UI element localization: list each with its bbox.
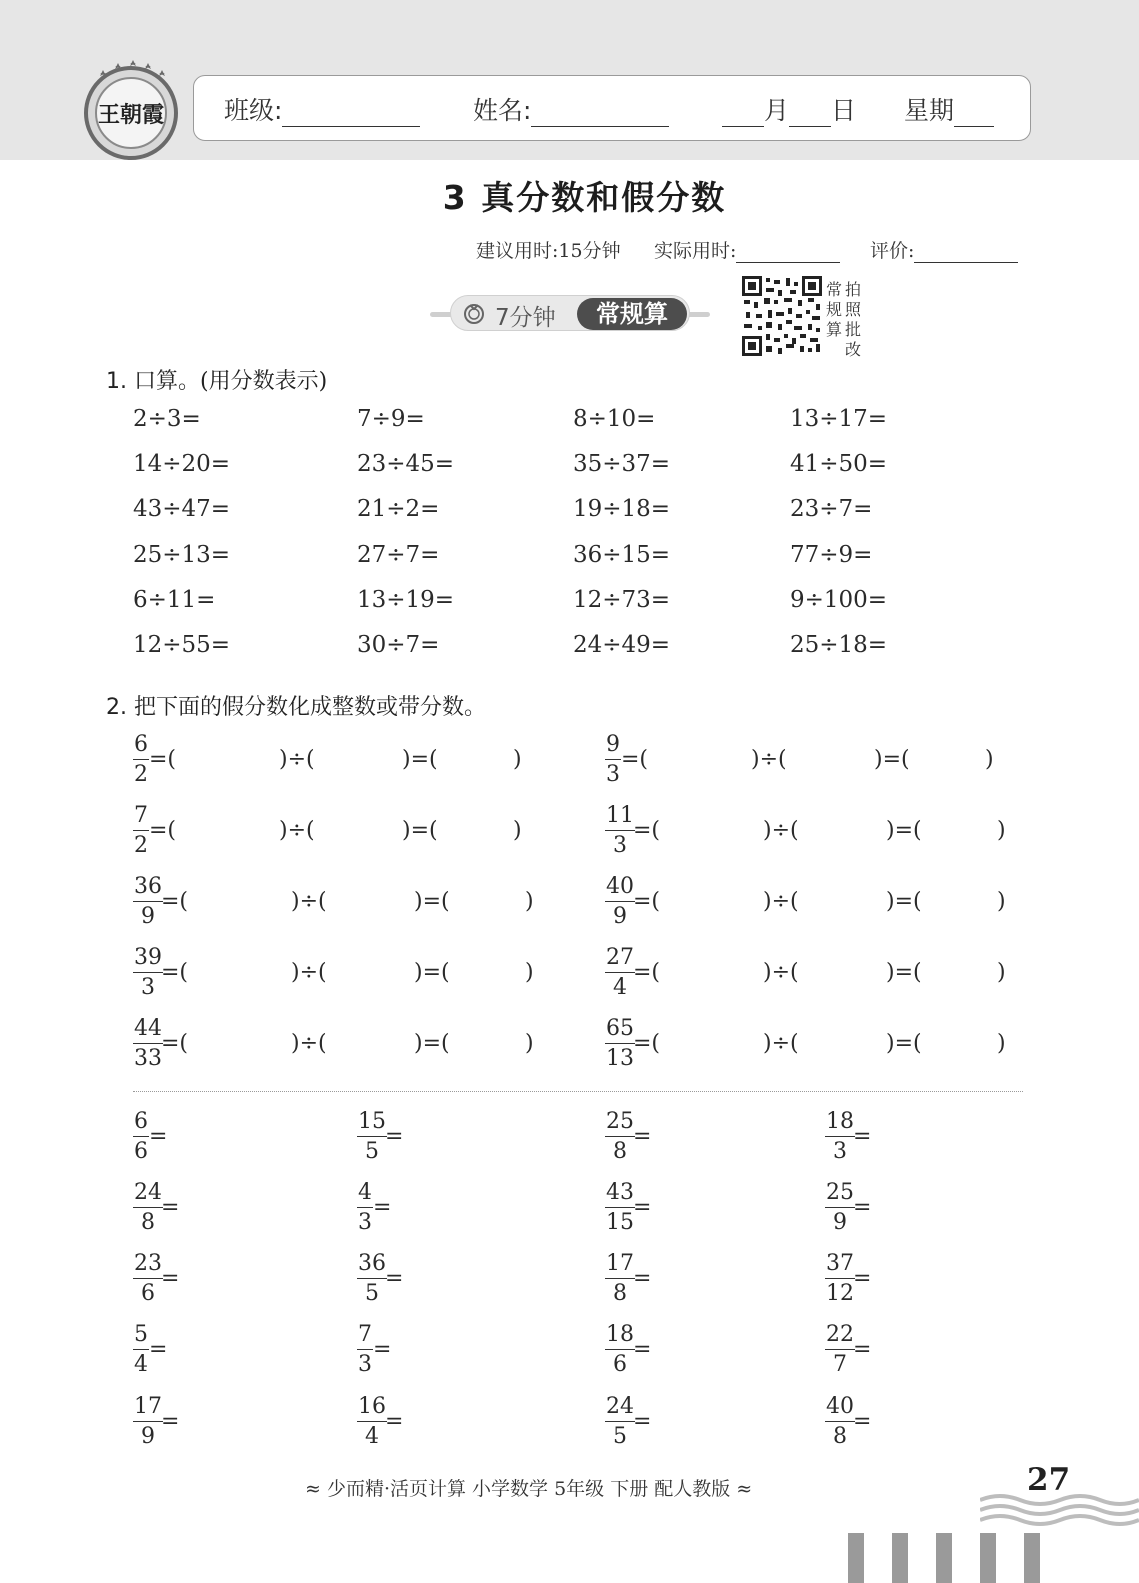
numerator: 16 xyxy=(358,1394,386,1419)
calc-problem: 36÷15= xyxy=(573,542,671,568)
numerator: 17 xyxy=(606,1251,634,1276)
name-field[interactable]: 姓名: xyxy=(473,91,669,127)
improper-fraction xyxy=(133,1324,149,1376)
numerator: 18 xyxy=(826,1109,854,1134)
equals-parens: )=( xyxy=(874,747,910,772)
equals-open-paren: =( xyxy=(633,818,661,843)
answer-blank[interactable] xyxy=(657,1033,757,1057)
equals-parens: )=( xyxy=(886,960,922,985)
improper-fraction xyxy=(357,1253,387,1305)
equals-sign: = xyxy=(633,1337,652,1362)
close-paren: ) xyxy=(525,1031,534,1056)
calc-problem: 12÷73= xyxy=(573,587,671,613)
improper-fraction xyxy=(825,1324,855,1376)
divide-parens: )÷( xyxy=(763,1031,799,1056)
edge-tab xyxy=(1024,1533,1040,1583)
denominator: 3 xyxy=(357,1207,373,1234)
edge-tab xyxy=(848,1533,864,1583)
calc-problem: 13÷17= xyxy=(790,406,888,432)
denominator: 3 xyxy=(825,1136,855,1163)
equals-parens: )=( xyxy=(886,818,922,843)
equals-parens: )=( xyxy=(402,818,438,843)
improper-fraction xyxy=(133,1396,163,1448)
answer-blank[interactable] xyxy=(438,962,523,986)
calc-problem: 23÷45= xyxy=(357,451,455,477)
time-badge xyxy=(430,295,710,333)
calc-problem: 30÷7= xyxy=(357,632,440,658)
brand-logo xyxy=(80,60,182,162)
answer-blank[interactable] xyxy=(303,820,398,844)
badge-tag: 常规算 xyxy=(577,298,687,330)
close-paren: ) xyxy=(513,818,522,843)
close-paren: ) xyxy=(513,747,522,772)
improper-fraction xyxy=(605,876,635,928)
denominator: 8 xyxy=(133,1207,163,1234)
improper-fraction xyxy=(605,1182,635,1234)
improper-fraction xyxy=(133,1111,149,1163)
numerator: 36 xyxy=(134,874,162,899)
calc-problem: 19÷18= xyxy=(573,496,671,522)
page-title: 3 真分数和假分数 xyxy=(442,178,727,217)
equals-sign: = xyxy=(149,1337,168,1362)
denominator: 7 xyxy=(825,1349,855,1376)
answer-blank[interactable] xyxy=(173,749,273,773)
close-paren: ) xyxy=(997,889,1006,914)
divide-parens: )÷( xyxy=(763,960,799,985)
weekday-field[interactable]: 星期 xyxy=(904,91,994,127)
answer-blank[interactable] xyxy=(426,820,511,844)
numerator: 25 xyxy=(826,1180,854,1205)
numerator: 40 xyxy=(606,874,634,899)
equals-sign: = xyxy=(633,1195,652,1220)
close-paren: ) xyxy=(985,747,994,772)
calc-problem: 12÷55= xyxy=(133,632,231,658)
equals-sign: = xyxy=(149,1124,168,1149)
answer-blank[interactable] xyxy=(898,749,983,773)
improper-fraction xyxy=(605,734,621,786)
equals-sign: = xyxy=(373,1337,392,1362)
equals-open-paren: =( xyxy=(633,889,661,914)
numerator: 5 xyxy=(134,1322,148,1347)
calc-problem: 2÷3= xyxy=(133,406,201,432)
improper-fraction xyxy=(357,1324,373,1376)
numerator: 37 xyxy=(826,1251,854,1276)
denominator: 8 xyxy=(605,1278,635,1305)
close-paren: ) xyxy=(997,1031,1006,1056)
denominator: 3 xyxy=(605,830,635,857)
equals-sign: = xyxy=(385,1409,404,1434)
improper-fraction xyxy=(133,876,163,928)
denominator: 4 xyxy=(133,1349,149,1376)
improper-fraction xyxy=(605,1396,635,1448)
numerator: 25 xyxy=(606,1109,634,1134)
denominator: 5 xyxy=(357,1278,387,1305)
numerator: 24 xyxy=(606,1394,634,1419)
answer-blank[interactable] xyxy=(173,820,273,844)
denominator: 9 xyxy=(133,901,163,928)
rating-blank[interactable] xyxy=(914,240,1018,263)
equals-open-paren: =( xyxy=(633,1031,661,1056)
calc-problem: 21÷2= xyxy=(357,496,440,522)
denominator: 8 xyxy=(605,1136,635,1163)
equals-open-paren: =( xyxy=(161,889,189,914)
numerator: 43 xyxy=(606,1180,634,1205)
logo-text: 王朝霞 xyxy=(97,102,165,128)
equals-sign: = xyxy=(853,1195,872,1220)
answer-blank[interactable] xyxy=(438,891,523,915)
weekday-blank[interactable] xyxy=(954,100,994,127)
answer-blank[interactable] xyxy=(426,749,511,773)
denominator: 2 xyxy=(133,830,149,857)
q1-heading: 1. 口算。(用分数表示) xyxy=(106,369,328,394)
calc-problem: 8÷10= xyxy=(573,406,656,432)
numerator: 6 xyxy=(134,732,148,757)
calc-problem: 41÷50= xyxy=(790,451,888,477)
answer-blank[interactable] xyxy=(315,962,410,986)
edge-tab xyxy=(936,1533,952,1583)
denominator: 4 xyxy=(605,972,635,999)
divide-parens: )÷( xyxy=(751,747,787,772)
numerator: 40 xyxy=(826,1394,854,1419)
divide-parens: )÷( xyxy=(291,889,327,914)
denominator: 9 xyxy=(825,1207,855,1234)
numerator: 7 xyxy=(134,803,148,828)
equals-sign: = xyxy=(853,1337,872,1362)
improper-fraction xyxy=(825,1253,855,1305)
equals-sign: = xyxy=(853,1266,872,1291)
numerator: 44 xyxy=(134,1016,162,1041)
page-number: 27 xyxy=(1027,1462,1071,1498)
numerator: 27 xyxy=(606,945,634,970)
equals-sign: = xyxy=(385,1124,404,1149)
improper-fraction xyxy=(605,805,635,857)
numerator: 24 xyxy=(134,1180,162,1205)
equals-open-paren: =( xyxy=(621,747,649,772)
numerator: 23 xyxy=(134,1251,162,1276)
improper-fraction xyxy=(605,1018,635,1070)
qr-code[interactable] xyxy=(742,276,822,356)
answer-blank[interactable] xyxy=(185,962,285,986)
denominator: 2 xyxy=(133,759,149,786)
answer-blank[interactable] xyxy=(910,820,995,844)
improper-fraction xyxy=(357,1111,387,1163)
calc-problem: 77÷9= xyxy=(790,542,873,568)
calc-problem: 9÷100= xyxy=(790,587,888,613)
calc-problem: 14÷20= xyxy=(133,451,231,477)
class-field[interactable]: 班级: xyxy=(224,91,420,127)
equals-parens: )=( xyxy=(402,747,438,772)
close-paren: ) xyxy=(997,818,1006,843)
answer-blank[interactable] xyxy=(787,891,882,915)
equals-open-paren: =( xyxy=(149,747,177,772)
calc-problem: 27÷7= xyxy=(357,542,440,568)
improper-fraction xyxy=(133,1182,163,1234)
improper-fraction xyxy=(133,947,163,999)
divide-parens: )÷( xyxy=(279,747,315,772)
calc-problem: 24÷49= xyxy=(573,632,671,658)
close-paren: ) xyxy=(997,960,1006,985)
improper-fraction xyxy=(825,1111,855,1163)
denominator: 3 xyxy=(133,972,163,999)
calc-problem: 7÷9= xyxy=(357,406,425,432)
numerator: 11 xyxy=(606,803,634,828)
improper-fraction xyxy=(133,805,149,857)
equals-open-paren: =( xyxy=(633,960,661,985)
equals-parens: )=( xyxy=(886,889,922,914)
answer-blank[interactable] xyxy=(185,891,285,915)
answer-blank[interactable] xyxy=(787,1033,882,1057)
equals-sign: = xyxy=(633,1124,652,1149)
badge-time: 7分钟 xyxy=(495,305,556,331)
equals-sign: = xyxy=(853,1124,872,1149)
numerator: 22 xyxy=(826,1322,854,1347)
badge-pill xyxy=(450,295,690,331)
answer-blank[interactable] xyxy=(303,749,398,773)
equals-parens: )=( xyxy=(414,889,450,914)
denominator: 6 xyxy=(133,1278,163,1305)
numerator: 7 xyxy=(358,1322,372,1347)
q2-heading: 2. 把下面的假分数化成整数或带分数。 xyxy=(106,695,486,720)
denominator: 13 xyxy=(605,1043,635,1070)
calc-problem: 25÷18= xyxy=(790,632,888,658)
close-paren: ) xyxy=(525,960,534,985)
suggested-time: 建议用时:15分钟 xyxy=(476,240,621,262)
answer-blank[interactable] xyxy=(910,891,995,915)
equals-sign: = xyxy=(853,1409,872,1434)
denominator: 5 xyxy=(605,1421,635,1448)
equals-sign: = xyxy=(633,1266,652,1291)
medal-icon xyxy=(463,302,485,324)
actual-time-field[interactable]: 实际用时: xyxy=(654,236,840,263)
numerator: 18 xyxy=(606,1322,634,1347)
equals-sign: = xyxy=(161,1409,180,1434)
denominator: 3 xyxy=(357,1349,373,1376)
calc-problem: 13÷19= xyxy=(357,587,455,613)
improper-fraction xyxy=(133,1253,163,1305)
class-blank[interactable] xyxy=(282,100,420,127)
improper-fraction xyxy=(605,1324,635,1376)
numerator: 9 xyxy=(606,732,620,757)
denominator: 8 xyxy=(825,1421,855,1448)
equals-sign: = xyxy=(373,1195,392,1220)
equals-sign: = xyxy=(161,1195,180,1220)
equals-parens: )=( xyxy=(886,1031,922,1056)
calc-problem: 35÷37= xyxy=(573,451,671,477)
section-divider xyxy=(133,1091,1023,1092)
month-blank[interactable] xyxy=(722,100,764,127)
answer-blank[interactable] xyxy=(910,1033,995,1057)
student-info-box xyxy=(193,75,1031,141)
improper-fraction xyxy=(825,1396,855,1448)
numerator: 36 xyxy=(358,1251,386,1276)
equals-sign: = xyxy=(633,1409,652,1434)
answer-blank[interactable] xyxy=(657,962,757,986)
calc-problem: 23÷7= xyxy=(790,496,873,522)
edge-tab xyxy=(892,1533,908,1583)
numerator: 6 xyxy=(134,1109,148,1134)
equals-open-paren: =( xyxy=(161,1031,189,1056)
calc-problem: 43÷47= xyxy=(133,496,231,522)
denominator: 12 xyxy=(825,1278,855,1305)
qr-caption-routine: 常规算 xyxy=(826,280,843,339)
denominator: 9 xyxy=(605,901,635,928)
divide-parens: )÷( xyxy=(291,960,327,985)
improper-fraction xyxy=(605,1111,635,1163)
date-field[interactable]: 月 日 xyxy=(722,91,856,127)
denominator: 3 xyxy=(605,759,621,786)
numerator: 4 xyxy=(358,1180,372,1205)
equals-open-paren: =( xyxy=(161,960,189,985)
divide-parens: )÷( xyxy=(763,889,799,914)
numerator: 17 xyxy=(134,1394,162,1419)
calc-problem: 6÷11= xyxy=(133,587,216,613)
answer-blank[interactable] xyxy=(657,820,757,844)
close-paren: ) xyxy=(525,889,534,914)
equals-sign: = xyxy=(385,1266,404,1291)
denominator: 6 xyxy=(133,1136,149,1163)
equals-sign: = xyxy=(161,1266,180,1291)
equals-parens: )=( xyxy=(414,1031,450,1056)
improper-fraction xyxy=(605,1253,635,1305)
answer-blank[interactable] xyxy=(315,891,410,915)
denominator: 33 xyxy=(133,1043,163,1070)
improper-fraction xyxy=(605,947,635,999)
answer-blank[interactable] xyxy=(657,891,757,915)
divide-parens: )÷( xyxy=(279,818,315,843)
calc-problem: 25÷13= xyxy=(133,542,231,568)
improper-fraction xyxy=(133,1018,163,1070)
denominator: 5 xyxy=(357,1136,387,1163)
rating-field[interactable]: 评价: xyxy=(870,236,1018,263)
answer-blank[interactable] xyxy=(645,749,745,773)
footer-text: ≈ 少而精·活页计算 小学数学 5年级 下册 配人教版 ≈ xyxy=(305,1478,753,1500)
divide-parens: )÷( xyxy=(763,818,799,843)
answer-blank[interactable] xyxy=(185,1033,285,1057)
answer-blank[interactable] xyxy=(775,749,870,773)
numerator: 65 xyxy=(606,1016,634,1041)
improper-fraction xyxy=(825,1182,855,1234)
improper-fraction xyxy=(357,1396,387,1448)
numerator: 15 xyxy=(358,1109,386,1134)
edge-tab xyxy=(980,1533,996,1583)
denominator: 4 xyxy=(357,1421,387,1448)
answer-blank[interactable] xyxy=(910,962,995,986)
equals-open-paren: =( xyxy=(149,818,177,843)
answer-blank[interactable] xyxy=(787,820,882,844)
denominator: 15 xyxy=(605,1207,635,1234)
name-blank[interactable] xyxy=(531,100,669,127)
actual-time-blank[interactable] xyxy=(736,240,840,263)
improper-fraction xyxy=(133,734,149,786)
numerator: 39 xyxy=(134,945,162,970)
equals-parens: )=( xyxy=(414,960,450,985)
answer-blank[interactable] xyxy=(315,1033,410,1057)
improper-fraction xyxy=(357,1182,373,1234)
qr-caption-photo: 拍照批改 xyxy=(845,280,862,359)
denominator: 9 xyxy=(133,1421,163,1448)
divide-parens: )÷( xyxy=(291,1031,327,1056)
day-blank[interactable] xyxy=(789,100,831,127)
answer-blank[interactable] xyxy=(438,1033,523,1057)
denominator: 6 xyxy=(605,1349,635,1376)
answer-blank[interactable] xyxy=(787,962,882,986)
